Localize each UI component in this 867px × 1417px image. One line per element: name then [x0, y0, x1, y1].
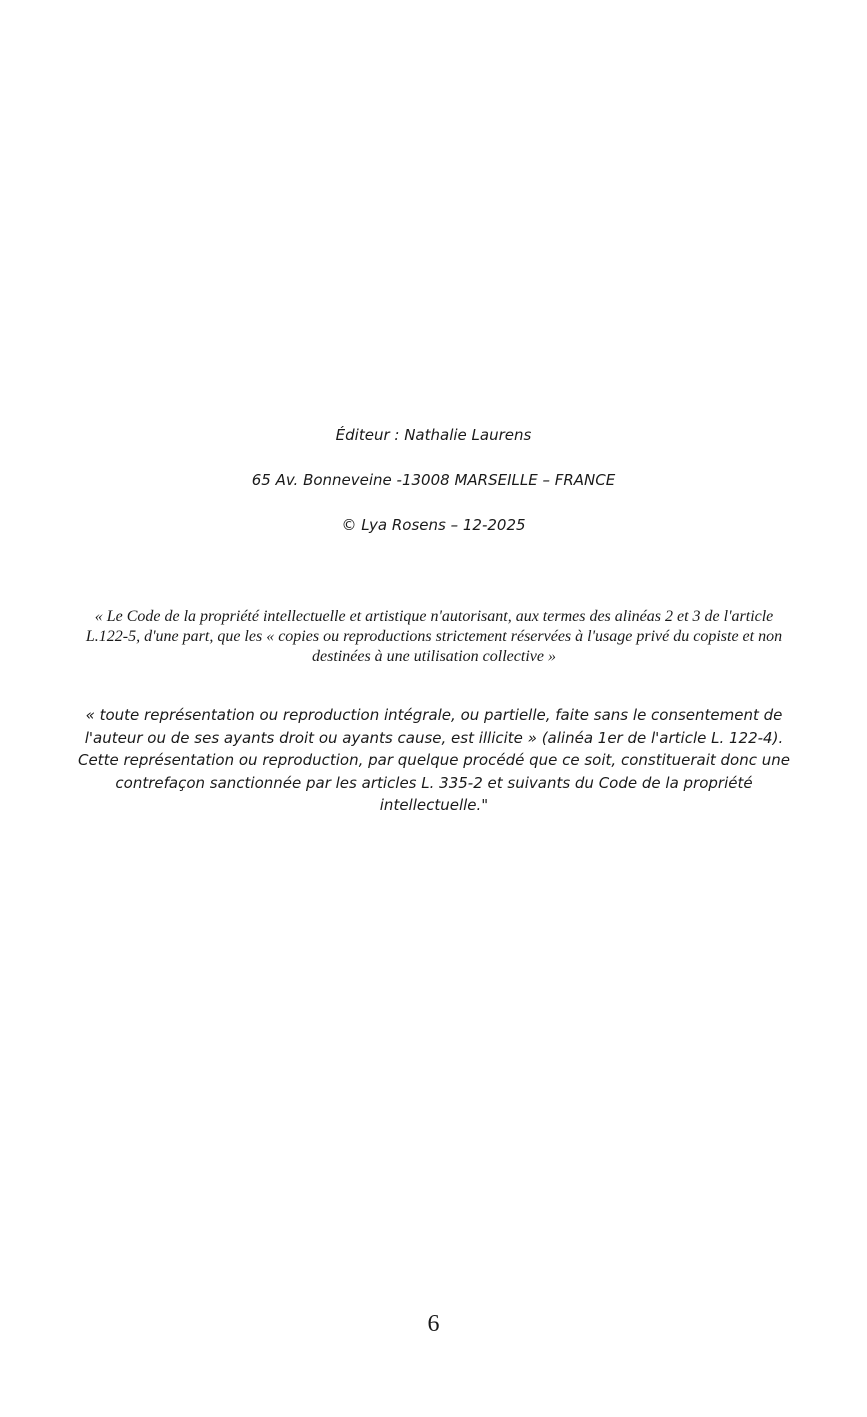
page-number: 6	[427, 1311, 440, 1337]
publisher-address: 65 Av. Bonneveine -13008 MARSEILLE – FRANCE	[251, 471, 616, 489]
copyright-line: © Lya Rosens – 12-2025	[341, 516, 526, 534]
legal-notice-paragraph-two: « toute représentation ou reproduction intégrale, ou partielle, faite sans le consentement de l'auteur ou de ses ayants droit ou ayants cause, est illicite » (alinéa 1er de l'article L. 122-4). Cette représentation ou reproduction, par quelque procédé que ce soit, constituerait donc une contrefaçon sanctionnée par les articles L. 335-2 et suivants du Code de la propriété intellectuelle."	[77, 706, 790, 814]
legal-notice-paragraph-one: « Le Code de la propriété intellectuelle et artistique n'autorisant, aux termes des alinéas 2 et 3 de l'article L.122-5, d'une part, que les « copies ou reproductions strictement réservées à l'usage privé du copiste et non destinées à une utilisation collective »	[85, 608, 783, 665]
publisher-line: Éditeur : Nathalie Laurens	[335, 426, 532, 444]
